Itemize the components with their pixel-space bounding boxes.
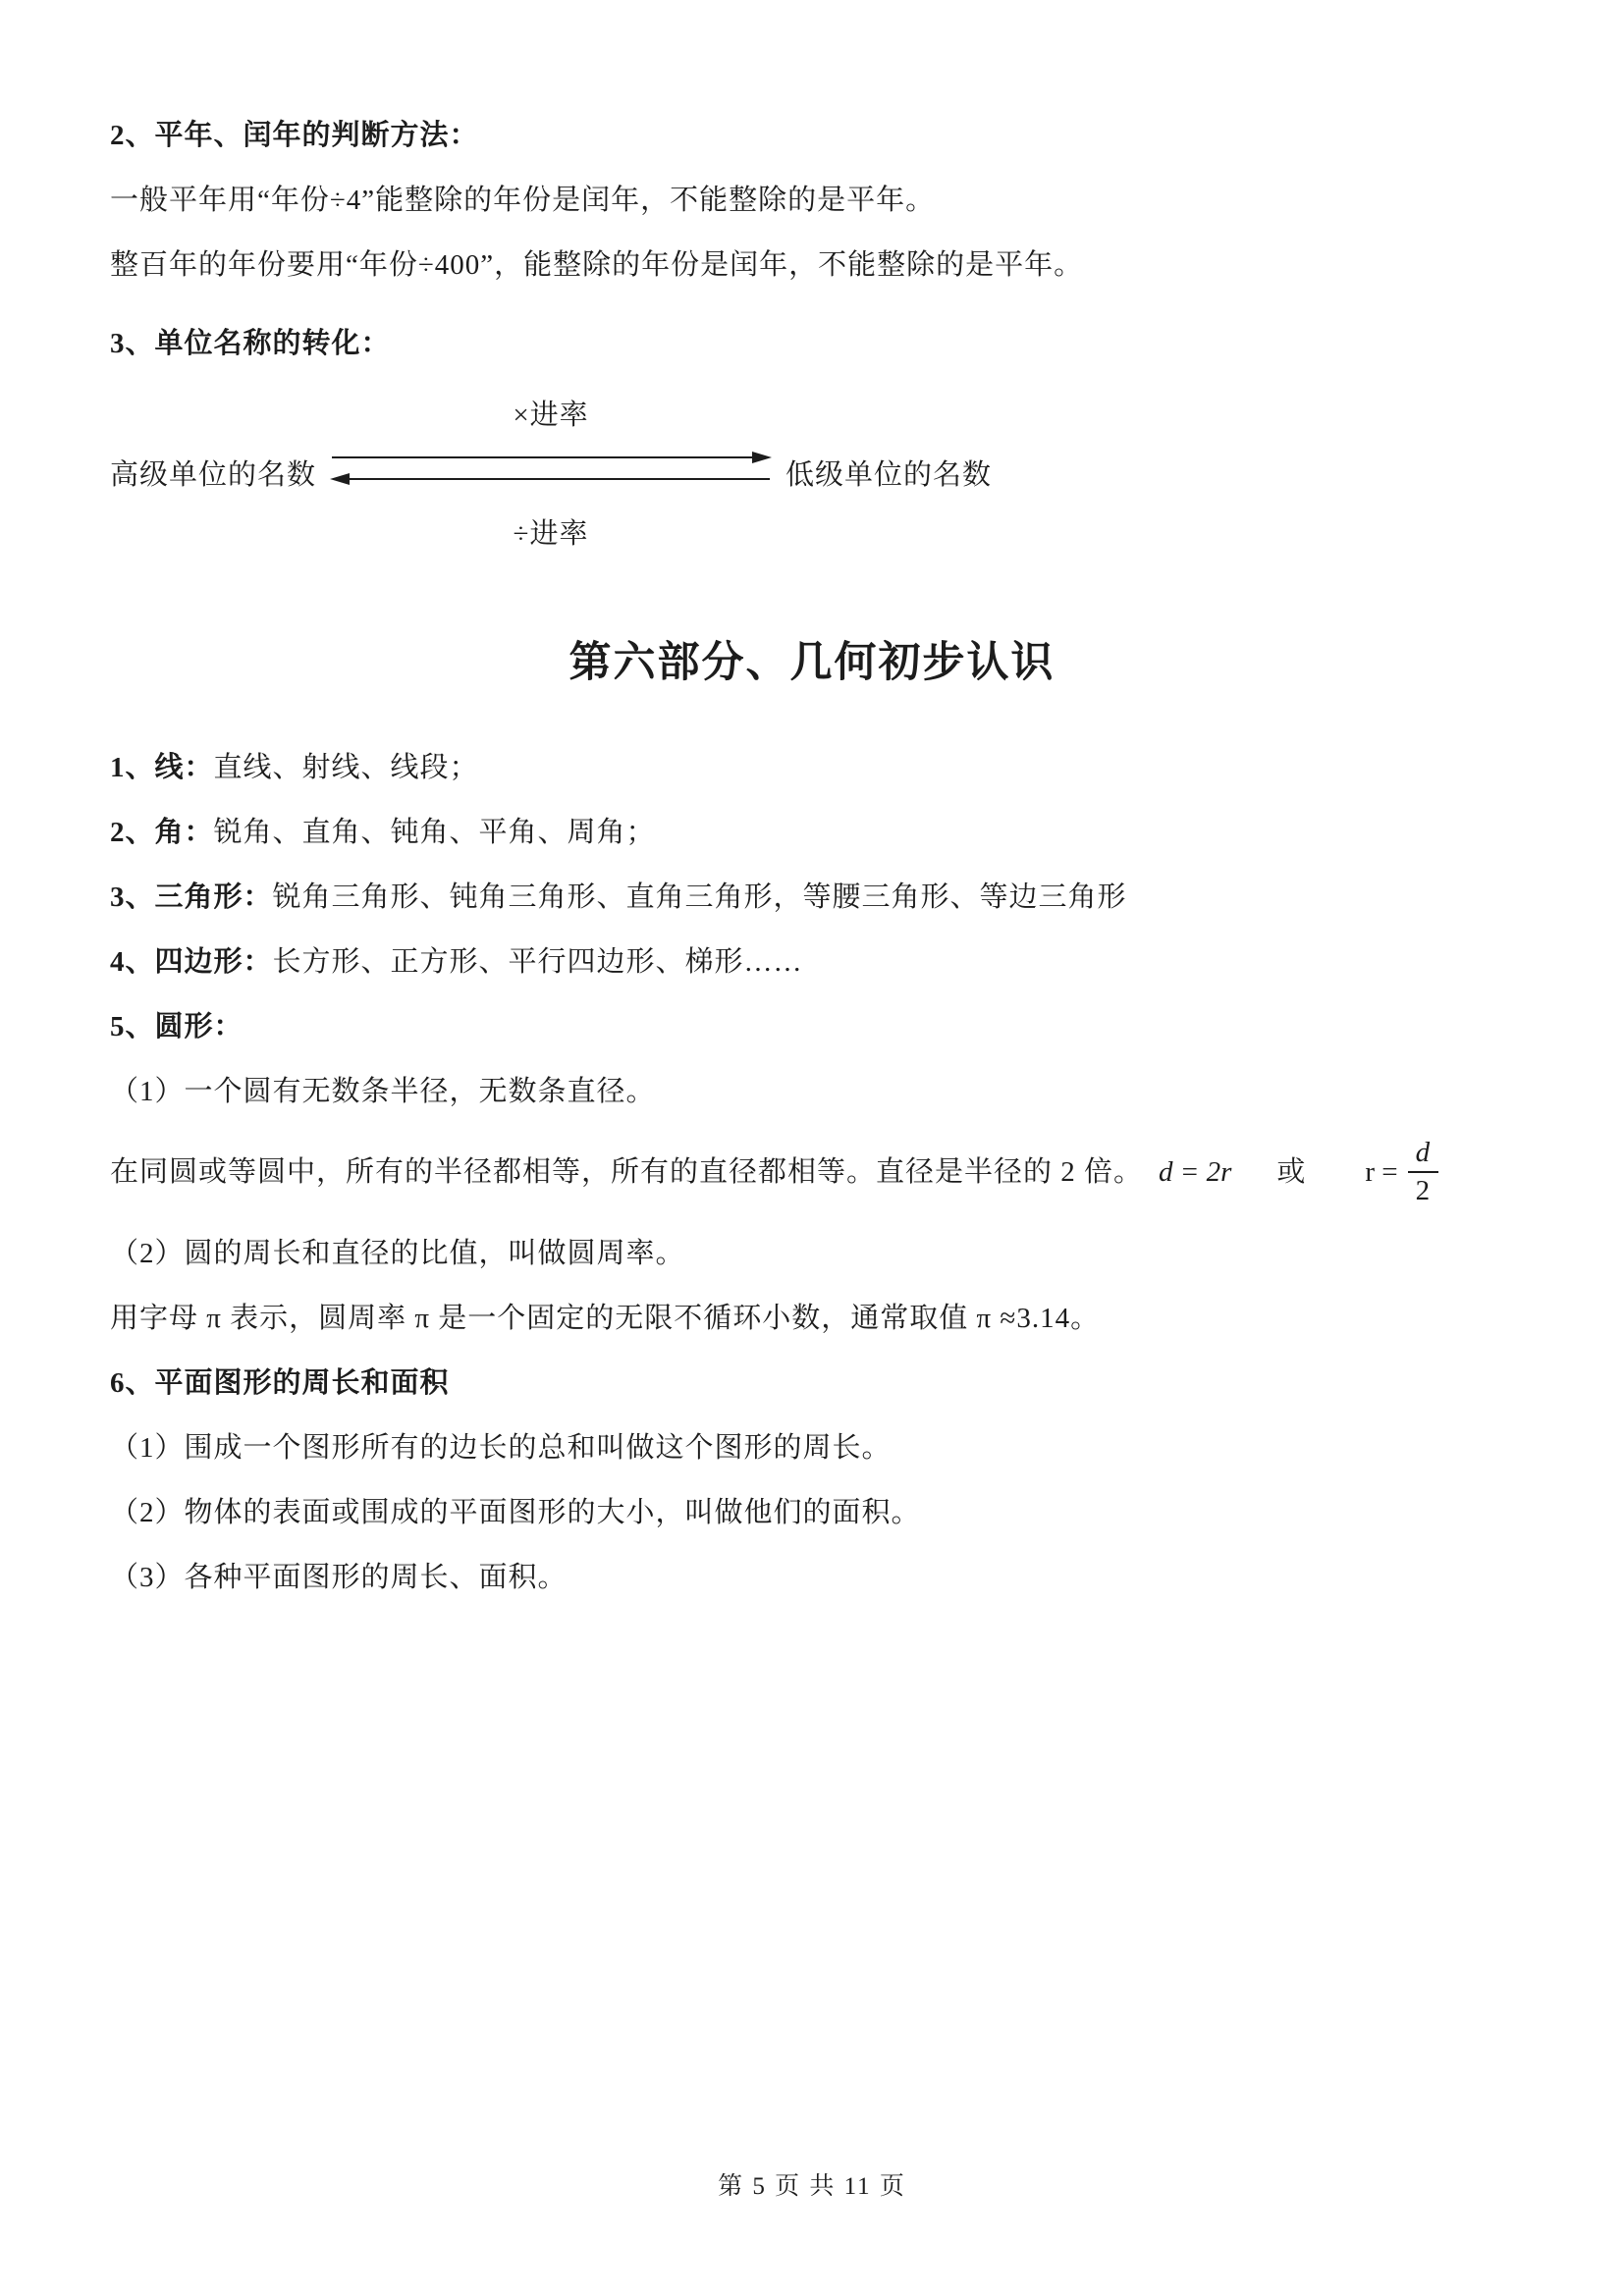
formula-r-equals: r =: [1365, 1156, 1398, 1189]
para-circle-pi-definition: （2）圆的周长和直径的比值，叫做圆周率。: [110, 1237, 685, 1269]
heading-circle: 5、圆形：: [110, 1011, 244, 1042]
para-circle-radius-diameter: （1）一个圆有无数条半径，无数条直径。: [110, 1076, 656, 1107]
heading-leap-year: 2、平年、闰年的判断方法：: [110, 120, 479, 151]
item-text: 锐角、直角、钝角、平角、周角；: [213, 817, 656, 848]
para-circle-pi-value: 用字母 π 表示，圆周率 π 是一个固定的无限不循环小数，通常取值 π ≈3.14。: [110, 1302, 1101, 1334]
conversion-arrows: [330, 389, 772, 556]
fraction-numerator: d: [1408, 1137, 1439, 1173]
item-text: 直线、射线、线段；: [213, 752, 479, 783]
fraction-denominator: 2: [1415, 1175, 1432, 1207]
multiply-rate-label: ×进率: [513, 400, 589, 431]
geometry-item-quadrilateral: [110, 942, 1514, 982]
item-label: 2、角：: [110, 817, 214, 848]
heading-unit-conversion: 3、单位名称的转化：: [110, 328, 391, 359]
item-label: 1、线：: [110, 752, 214, 783]
para-circle-formula: [110, 1137, 1514, 1208]
divide-rate-label: ÷进率: [513, 518, 589, 550]
right-arrow-icon: [330, 450, 772, 465]
para-various-figures: （3）各种平面图形的周长、面积。: [110, 1561, 568, 1593]
high-unit-label: 高级单位的名数: [110, 458, 317, 491]
para-perimeter-definition: （1）围成一个图形所有的边长的总和叫做这个图形的周长。: [110, 1431, 892, 1464]
geometry-item-angle: [110, 813, 1514, 852]
item-label: 3、三角形：: [110, 881, 273, 913]
fraction-d-over-2: [1408, 1137, 1439, 1208]
left-arrow-icon: [330, 471, 772, 487]
para-leap-year-rule1: 一般平年用“年份÷4”能整除的年份是闰年，不能整除的是平年。: [110, 185, 936, 216]
item-label: 4、四边形：: [110, 946, 273, 978]
heading-plane-figures: 6、平面图形的周长和面积: [110, 1366, 450, 1399]
unit-conversion-diagram: [110, 389, 993, 556]
para-leap-year-rule2: 整百年的年份要用“年份÷400”，能整除的年份是闰年，不能整除的是平年。: [110, 249, 1084, 281]
page-footer: 第 5 页 共 11 页: [718, 2173, 906, 2200]
formula-intro-text: 在同圆或等圆中，所有的半径都相等，所有的直径都相等。直径是半径的 2 倍。: [110, 1156, 1144, 1189]
formula-d-equals-2r: d = 2r: [1159, 1156, 1232, 1189]
para-area-definition: （2）物体的表面或围成的平面图形的大小，叫做他们的面积。: [110, 1496, 921, 1528]
geometry-item-triangle: [110, 878, 1514, 917]
low-unit-label: 低级单位的名数: [785, 458, 993, 491]
item-text: 锐角三角形、钝角三角形、直角三角形，等腰三角形、等边三角形: [272, 881, 1127, 913]
item-text: 长方形、正方形、平行四边形、梯形……: [272, 946, 803, 978]
geometry-item-line: [110, 748, 1514, 787]
section-title-geometry: 第六部分、几何初步认识: [568, 640, 1056, 686]
or-word: 或: [1276, 1156, 1307, 1189]
